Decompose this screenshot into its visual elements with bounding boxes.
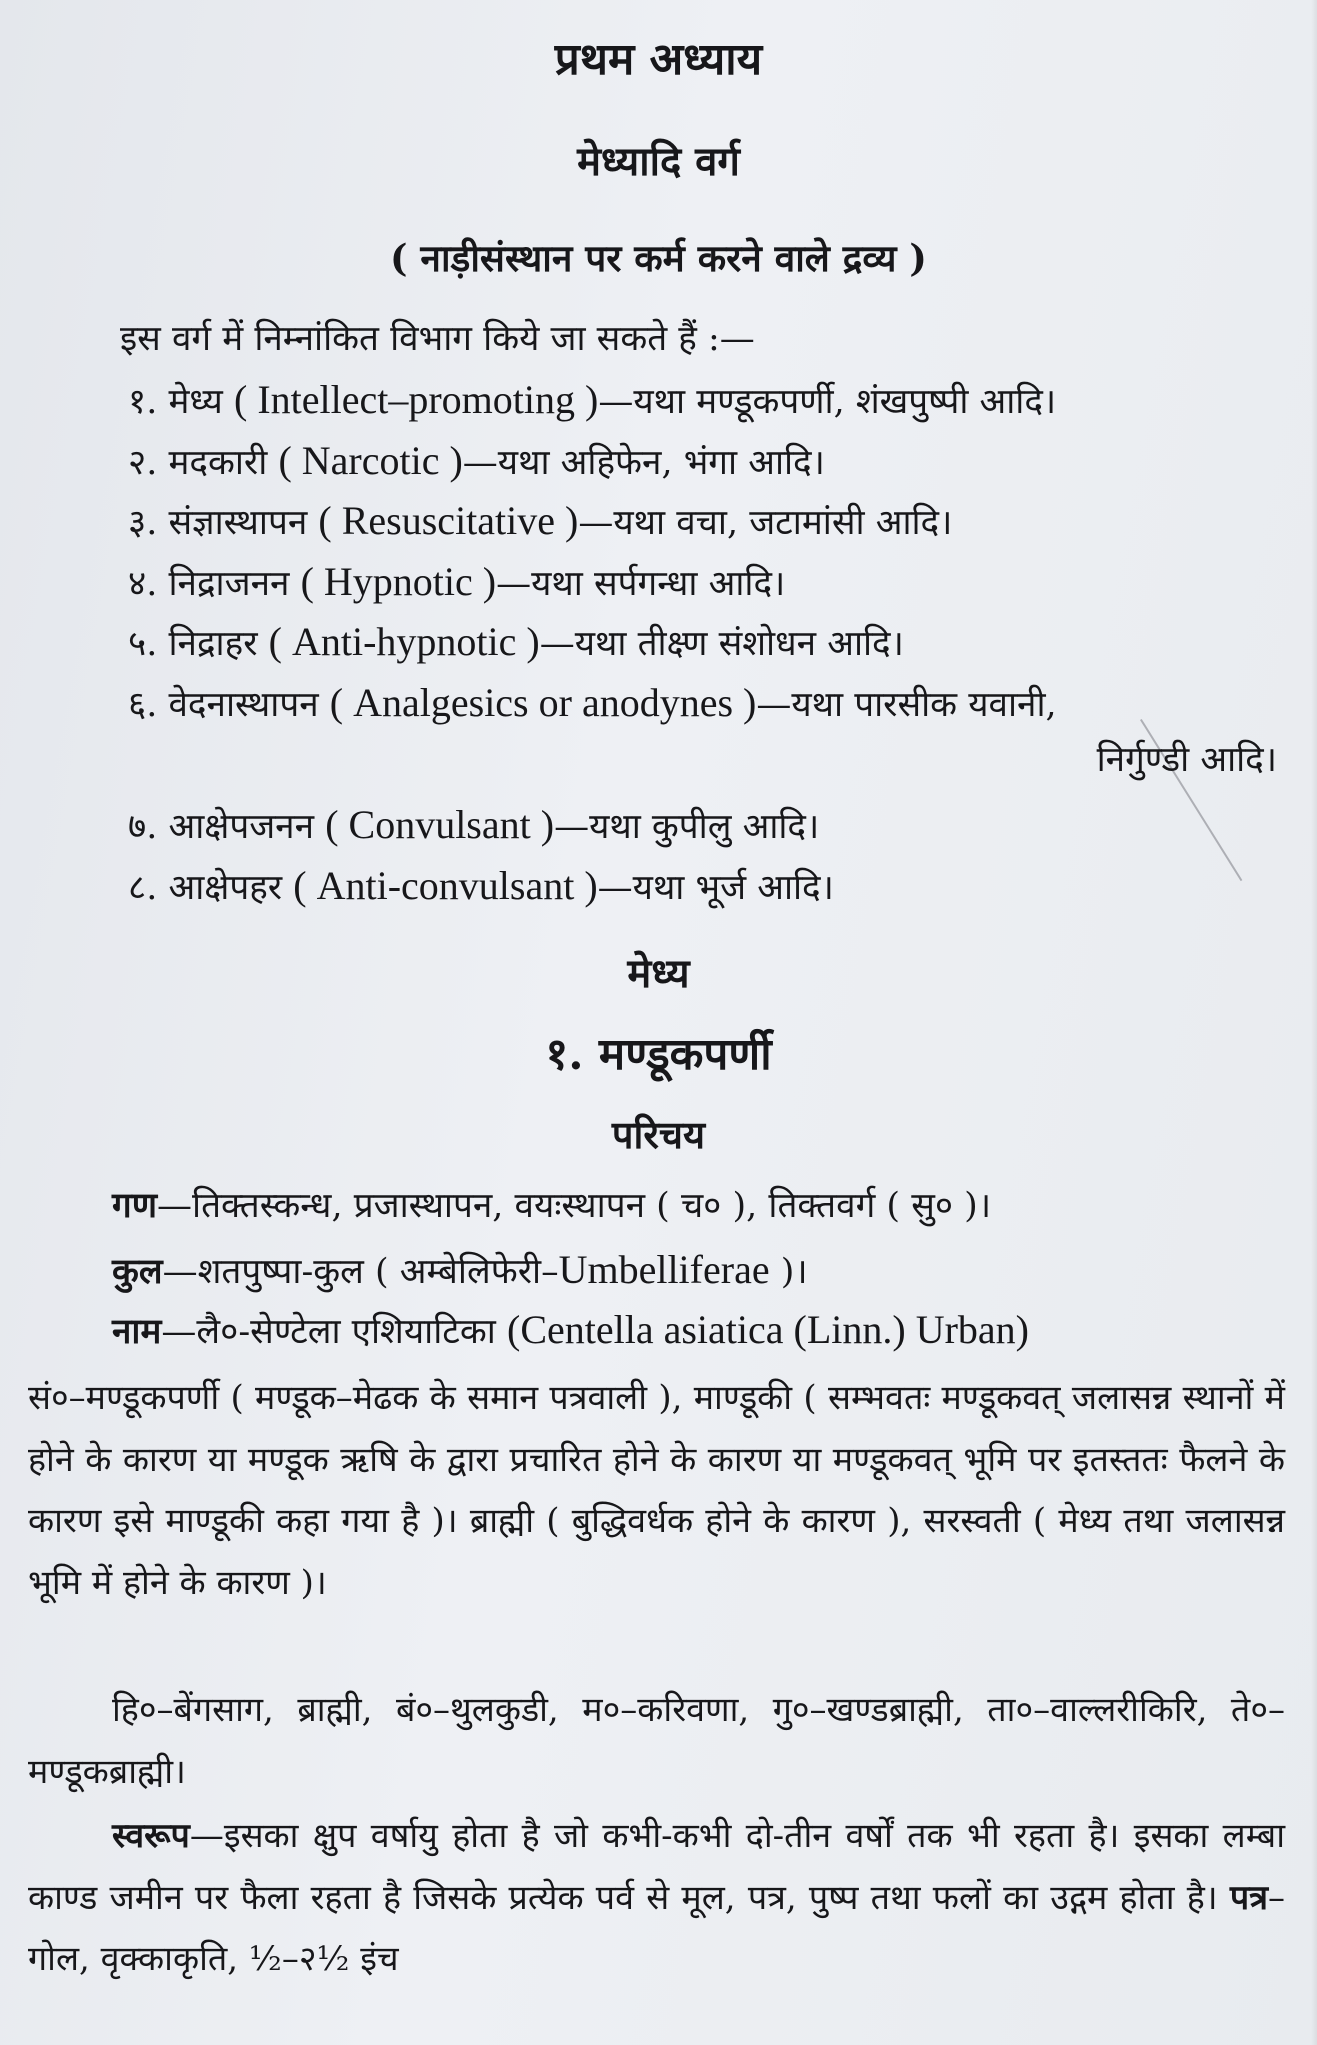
category-english: ( Resuscitative ) [318, 498, 579, 543]
category-item [128, 498, 953, 543]
category-continuation: निर्गुण्डी आदि। [1096, 740, 1277, 780]
category-number: ६. [128, 685, 158, 725]
category-number: १. [128, 382, 158, 422]
vernacular-names-paragraph: हि०–बेंगसाग, ब्राह्मी, बं०–थुलकुडी, म०–करिवणा, गु०–खण्डब्राह्मी, ता०–वाल्लरीकिरि, ते०–मण्डूकब्राह्मी। [28, 1690, 1285, 1792]
intro-heading: परिचय [611, 1112, 706, 1157]
category-item [128, 619, 904, 664]
category-english: ( Anti-convulsant ) [293, 863, 598, 908]
category-name: निद्राहर [168, 624, 258, 664]
group-heading: मेध्य [627, 950, 690, 997]
category-item [128, 863, 834, 908]
category-english: ( Hypnotic ) [300, 559, 497, 604]
category-example: —यथा सर्पगन्धा आदि। [496, 564, 786, 604]
kula-end: )। [769, 1252, 808, 1292]
svarupa-paragraph [28, 1806, 1285, 1991]
category-name: आक्षेपजनन [168, 807, 315, 847]
category-example: —यथा अहिफेन, भंगा आदि। [462, 443, 825, 483]
category-english: ( Convulsant ) [325, 802, 555, 847]
category-example: —यथा मण्डूकपर्णी, शंखपुष्पी आदि। [598, 382, 1057, 422]
category-item [128, 377, 1057, 422]
category-english: ( Anti-hypnotic ) [268, 619, 540, 664]
category-name: निद्राजनन [168, 564, 290, 604]
category-name: आक्षेपहर [168, 868, 283, 908]
category-number: ४. [128, 564, 158, 604]
category-name: मदकारी [168, 443, 268, 483]
intro-text: इस वर्ग में निम्नांकित विभाग किये जा सकते हैं :— [120, 319, 755, 359]
category-item [128, 802, 820, 847]
category-english: ( Analgesics or anodynes ) [329, 680, 757, 725]
naam-label: नाम [112, 1311, 162, 1352]
category-example: —यथा कुपीलु आदि। [554, 807, 820, 847]
kula-label: कुल [112, 1251, 163, 1292]
category-item [128, 680, 1057, 725]
sanskrit-names-paragraph: सं०–मण्डूकपर्णी ( मण्डूक–मेढक के समान पत्रवाली ), माण्डूकी ( सम्भवतः मण्डूकवत् जलासन्न स्थानों में होने के कारण या मण्डूक ऋषि के द्वारा प्रचारित होने के कारण या मण्डूकवत् भूमि पर इतस्ततः फैलने के कारण इसे माण्डूकी कहा गया है )। ब्राह्मी ( बुद्धिवर्धक होने के कारण ), सरस्वती ( मेध्य तथा जलासन्न भूमि में होने के कारण )। [28, 1378, 1285, 1603]
svarupa-label: स्वरूप [112, 1816, 190, 1856]
kula-text: —शतपुष्पा-कुल ( अम्बेलिफेरी– [162, 1252, 559, 1292]
category-name: मेध्य [168, 382, 223, 422]
category-number: ५. [128, 624, 158, 664]
drug-heading: १. मण्डूकपर्णी [545, 1029, 772, 1080]
category-example: —यथा भूर्ज आदि। [597, 868, 834, 908]
category-item [128, 559, 786, 604]
naam-text: —लै०-सेण्टेला एशियाटिका [161, 1312, 507, 1352]
category-item [128, 438, 825, 483]
kula-latin: Umbelliferae [558, 1247, 770, 1292]
chapter-title: प्रथम अध्याय [554, 34, 763, 85]
section-subtitle: ( नाड़ीसंस्थान पर कर्म करने वाले द्रव्य ) [390, 236, 927, 280]
gana-label: गण [112, 1185, 158, 1226]
naam-latin: (Centella asiatica (Linn.) Urban) [507, 1307, 1029, 1352]
patra-label: पत्र [1229, 1877, 1269, 1918]
category-example: —यथा वचा, जटामांसी आदि। [578, 503, 953, 543]
category-name: वेदनास्थापन [168, 685, 319, 725]
patra-text: –गोल, वृक्काकृति, ½–२½ इंच [28, 1877, 1286, 1979]
category-example: —यथा तीक्ष्ण संशोधन आदि। [539, 624, 904, 664]
page-edge-shadow [1311, 0, 1317, 2045]
category-name: संज्ञास्थापन [168, 503, 308, 543]
kula-line [112, 1247, 808, 1292]
gana-line [112, 1185, 992, 1226]
section-title: मेध्यादि वर्ग [577, 138, 740, 185]
category-number: ७. [128, 807, 158, 847]
category-example: —यथा पारसीक यवानी, [756, 685, 1057, 725]
category-number: २. [128, 443, 158, 483]
category-english: ( Narcotic ) [278, 438, 463, 483]
naam-line [112, 1307, 1029, 1352]
category-english: ( Intellect–promoting ) [234, 377, 599, 422]
category-number: ३. [128, 503, 158, 543]
category-number: ८. [128, 868, 158, 908]
gana-text: —तिक्तस्कन्ध, प्रजास्थापन, वयःस्थापन ( च० ), तिक्तवर्ग ( सु० )। [157, 1186, 992, 1226]
svarupa-text: —इसका क्षुप वर्षायु होता है जो कभी-कभी दो-तीन वर्षों तक भी रहता है। इसका लम्बा काण्ड जमीन पर फैला रहता है जिसके प्रत्येक पर्व से मूल, पत्र, पुष्प तथा फलों का उद्गम होता है। [28, 1816, 1285, 1918]
